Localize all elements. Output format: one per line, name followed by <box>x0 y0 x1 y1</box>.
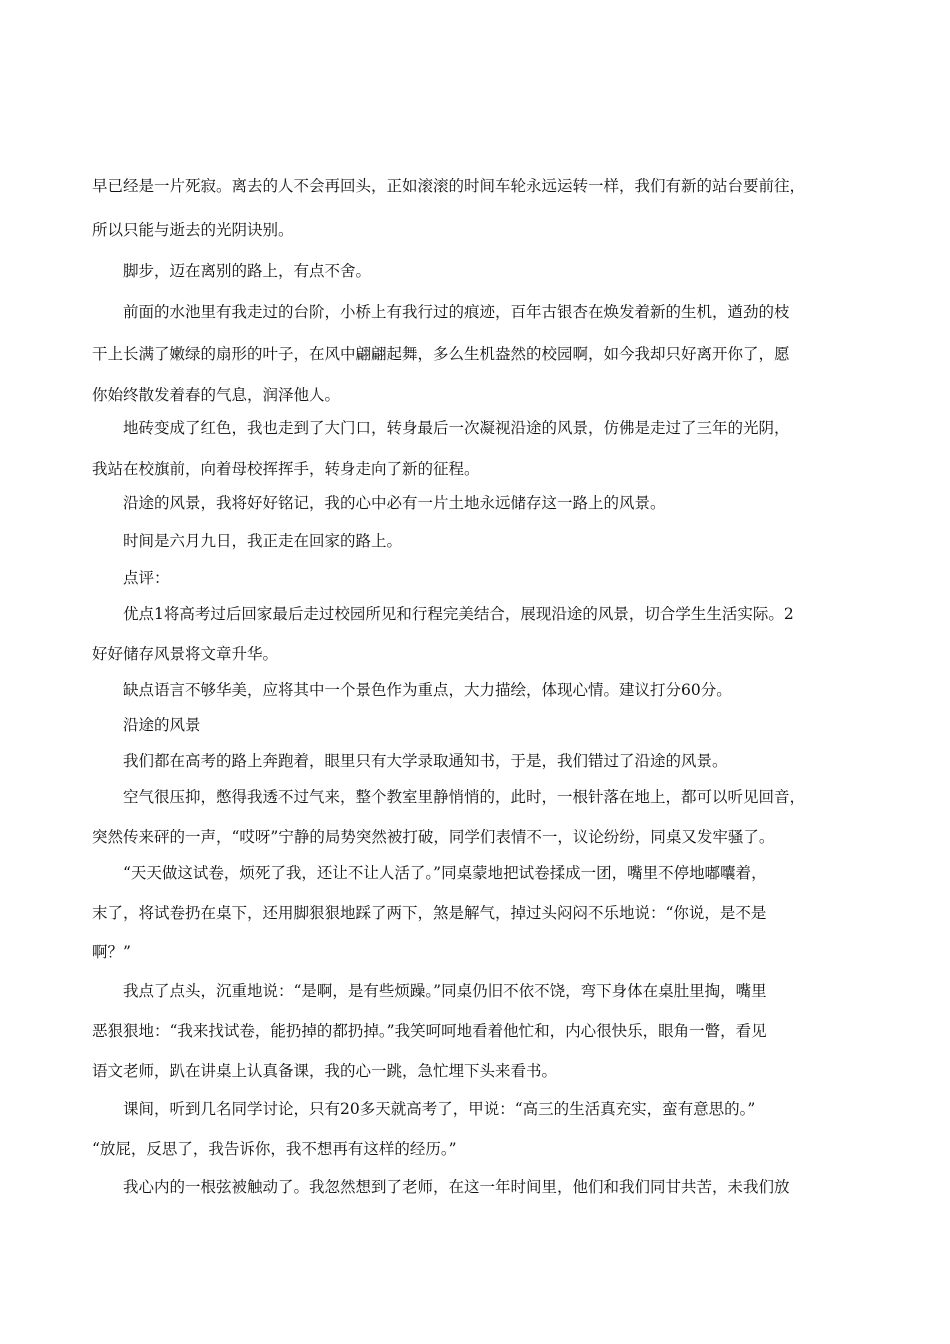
text-line: 好好储存风景将文章升华。 <box>92 645 279 663</box>
essay-title: 沿途的风景 <box>123 716 201 734</box>
text-line: 语文老师，趴在讲桌上认真备课，我的心一跳，急忙埋下头来看书。 <box>92 1062 558 1080</box>
paragraph-start: 脚步，迈在离别的路上，有点不舍。 <box>123 262 372 280</box>
paragraph-start: 地砖变成了红色，我也走到了大门口，转身最后一次凝视沿途的风景，仿佛是走过了三年的光阴， <box>123 419 790 437</box>
text-line: 所以只能与逝去的光阴诀别。 <box>92 221 294 239</box>
text-line: 啊？” <box>92 943 131 961</box>
paragraph-start: 缺点语言不够华美，应将其中一个景色作为重点，大力描绘，体现心情。建议打分60分。 <box>123 681 732 699</box>
paragraph-start: 沿途的风景，我将好好铭记，我的心中必有一片土地永远储存这一路上的风景。 <box>123 494 666 512</box>
paragraph-start: 我点了点头，沉重地说：“是啊，是有些烦躁。”同桌仍旧不依不饶，弯下身体在桌肚里掏，嘴里 <box>123 982 767 1000</box>
paragraph-start: 课间，听到几名同学讨论，只有20多天就高考了，甲说：“高三的生活真充实，蛮有意思的。” <box>123 1100 756 1118</box>
paragraph-start: 前面的水池里有我走过的台阶，小桥上有我行过的痕迹，百年古银杏在焕发着新的生机，遒劲的枝 <box>123 303 790 321</box>
text-line: 突然传来砰的一声，“哎呀”宁静的局势突然被打破，同学们表情不一，议论纷纷，同桌又发牢骚了。 <box>92 828 775 846</box>
text-line: 你始终散发着春的气息，润泽他人。 <box>92 386 341 404</box>
paragraph-start: 空气很压抑，憋得我透不过气来，整个教室里静悄悄的，此时，一根针落在地上，都可以听见回音， <box>123 788 806 806</box>
paragraph-start: 时间是六月九日，我正走在回家的路上。 <box>123 532 403 550</box>
text-line: 我站在校旗前，向着母校挥挥手，转身走向了新的征程。 <box>92 460 480 478</box>
text-line: 恶狠狠地：“我来找试卷，能扔掉的都扔掉。”我笑呵呵地看着他忙和，内心很快乐，眼角一瞥，看见 <box>92 1022 767 1040</box>
paragraph-start: “天天做这试卷，烦死了我，还让不让人活了。”同桌蒙地把试卷揉成一团，嘴里不停地嘟囔着， <box>123 864 767 882</box>
text-line: “放屁，反思了，我告诉你，我不想再有这样的经历。” <box>92 1140 457 1158</box>
review-heading: 点评： <box>123 569 170 587</box>
text-line: 末了，将试卷扔在桌下，还用脚狠狠地踩了两下，煞是解气，掉过头闷闷不乐地说：“你说，是不是 <box>92 904 767 922</box>
paragraph-start: 优点1将高考过后回家最后走过校园所见和行程完美结合，展现沿途的风景，切合学生生活实际。2 <box>123 605 794 623</box>
text-line: 干上长满了嫩绿的扇形的叶子，在风中翩翩起舞，多么生机盎然的校园啊，如今我却只好离开你了，愿 <box>92 345 790 363</box>
paragraph-start: 我们都在高考的路上奔跑着，眼里只有大学录取通知书，于是，我们错过了沿途的风景。 <box>123 752 728 770</box>
text-line: 早已经是一片死寂。离去的人不会再回头，正如滚滚的时间车轮永远运转一样，我们有新的站台要前往， <box>92 177 806 195</box>
paragraph-start: 我心内的一根弦被触动了。我忽然想到了老师，在这一年时间里，他们和我们同甘共苦，未我们放 <box>123 1178 790 1196</box>
